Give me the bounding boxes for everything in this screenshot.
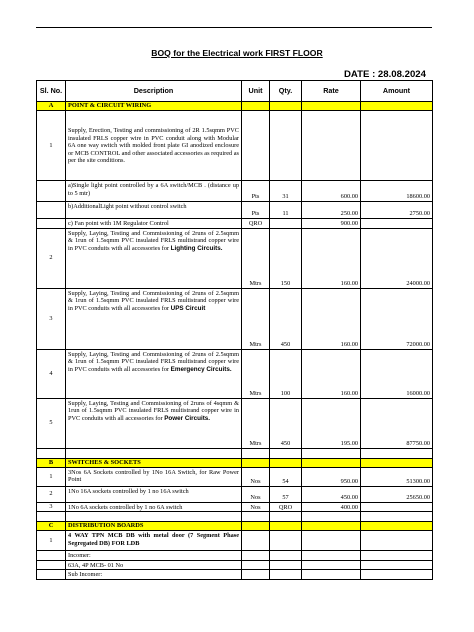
item-description xyxy=(66,228,242,288)
item-unit: QRO xyxy=(242,219,270,229)
boq-table xyxy=(36,80,433,580)
sl-no: 2 xyxy=(37,486,66,502)
header-row xyxy=(37,81,433,102)
item-description: 1No 6A sockets controlled by 1 no 6A switch xyxy=(66,502,242,512)
item-rate: 250.00 xyxy=(302,202,361,219)
item-qty: 150 xyxy=(270,228,302,288)
item-qty: 450 xyxy=(270,398,302,448)
item-rate: 600.00 xyxy=(302,181,361,202)
item-description: Incomer: xyxy=(66,551,242,561)
item-qty: 11 xyxy=(270,202,302,219)
section-title: POINT & CIRCUIT WIRING xyxy=(66,102,242,111)
item-amount xyxy=(361,502,433,512)
table-row xyxy=(37,570,433,580)
item-amount: 16000.00 xyxy=(361,349,433,398)
item-rate: 400.00 xyxy=(302,502,361,512)
item-rate: 160.00 xyxy=(302,288,361,349)
item-rate: 950.00 xyxy=(302,467,361,486)
item-description xyxy=(66,349,242,398)
item-unit: Nos xyxy=(242,467,270,486)
item-amount: 72000.00 xyxy=(361,288,433,349)
col-header-qty: Qty. xyxy=(270,81,302,102)
table-row xyxy=(37,228,433,288)
item-unit: Pts xyxy=(242,202,270,219)
item-amount: 25650.00 xyxy=(361,486,433,502)
item-description: b)AdditionalLight point without control switch xyxy=(66,202,242,219)
item-amount: 2750.00 xyxy=(361,202,433,219)
item-amount: 87750.00 xyxy=(361,398,433,448)
table-row xyxy=(37,551,433,561)
table-row xyxy=(37,219,433,229)
table-row xyxy=(37,181,433,202)
item-qty: 54 xyxy=(270,467,302,486)
item-description: Supply, Erection, Testing and commissioning of 2R 1.5sqmm PVC insulated FRLS copper wire in PVC conduit along with Modular 6A one way switch with molded front plate GI anodized enclosure or MCB CONTROL and other associated accessories as required as per the site conditions. xyxy=(66,111,242,181)
item-unit: Nos xyxy=(242,486,270,502)
item-description xyxy=(66,288,242,349)
document-date: DATE : 28.08.2024 xyxy=(344,69,426,80)
item-qty: 450 xyxy=(270,288,302,349)
section-title: SWITCHES & SOCKETS xyxy=(66,458,242,467)
circuit-type: Lighting Circuits. xyxy=(170,244,223,252)
item-rate: 160.00 xyxy=(302,228,361,288)
col-header-amount: Amount xyxy=(361,81,433,102)
item-description: 4 WAY TPN MCB DB with metal door (7 Segment Phase Segregated DB) FOR LDB xyxy=(66,531,242,551)
sl-no: 1 xyxy=(37,467,66,486)
item-description: 63A, 4P MCB- 01 No xyxy=(66,560,242,570)
item-rate: 195.00 xyxy=(302,398,361,448)
item-qty: QRO xyxy=(270,502,302,512)
section-row-c xyxy=(37,522,433,531)
item-qty: 100 xyxy=(270,349,302,398)
item-qty xyxy=(270,219,302,229)
table-row xyxy=(37,202,433,219)
col-header-slno: Sl. No. xyxy=(37,81,66,102)
item-rate: 160.00 xyxy=(302,349,361,398)
item-rate: 900.00 xyxy=(302,219,361,229)
sl-no: 2 xyxy=(37,228,66,288)
table-row xyxy=(37,560,433,570)
col-header-rate: Rate xyxy=(302,81,361,102)
item-amount: 24000.00 xyxy=(361,228,433,288)
item-amount: 18600.00 xyxy=(361,181,433,202)
item-description-text: Supply, Laying, Testing and Commissioning of 2runs of 2.5sqmm & 1run of 1.5sqmm PVC insulated FRLS multistrand copper wire in PVC conduits with all accessories for xyxy=(68,289,239,312)
table-row xyxy=(37,111,433,181)
item-description: c) Fan point with 1M Regulator Control xyxy=(66,219,242,229)
top-rule xyxy=(36,27,432,28)
item-description: Sub Incomer: xyxy=(66,570,242,580)
item-unit: Pts xyxy=(242,181,270,202)
document-title: BOQ for the Electrical work FIRST FLOOR xyxy=(151,48,323,58)
section-title: DISTRIBUTION BOARDS xyxy=(66,522,242,531)
spacer-row xyxy=(37,448,433,458)
sl-no: 3 xyxy=(37,502,66,512)
spacer-row xyxy=(37,512,433,522)
item-unit: Mtrs xyxy=(242,398,270,448)
section-code: B xyxy=(37,458,66,467)
sl-no: 1 xyxy=(37,111,66,181)
circuit-type: Emergency Circuits. xyxy=(170,365,232,373)
item-description: 1No 16A sockets controlled by 1 no 16A switch xyxy=(66,486,242,502)
section-code: C xyxy=(37,522,66,531)
table-row xyxy=(37,502,433,512)
item-rate: 450.00 xyxy=(302,486,361,502)
circuit-type: Power Circuits. xyxy=(164,414,211,422)
section-code: A xyxy=(37,102,66,111)
table-row xyxy=(37,467,433,486)
item-description: 3Nos 6A Sockets controlled by 1No 16A Switch, for Raw Power Point xyxy=(66,467,242,486)
section-row-b xyxy=(37,458,433,467)
item-amount xyxy=(361,219,433,229)
item-description-text: Supply, Laying, Testing and Commissioning of 2runs of 4sqmm & 1run of 1.5sqmm PVC insulated FRLS multistrand copper wire in PVC conduits with all accessories for xyxy=(68,399,239,422)
section-row-a xyxy=(37,102,433,111)
item-description: a)Single light point controlled by a 6A switch/MCB . (distance up to 5 mtr) xyxy=(66,181,242,202)
circuit-type: UPS Circuit xyxy=(170,304,206,312)
table-row xyxy=(37,349,433,398)
item-unit: Mtrs xyxy=(242,349,270,398)
sl-no: 1 xyxy=(37,531,66,551)
item-qty: 57 xyxy=(270,486,302,502)
sl-no: 5 xyxy=(37,398,66,448)
item-unit: Mtrs xyxy=(242,228,270,288)
table-row xyxy=(37,288,433,349)
col-header-unit: Unit xyxy=(242,81,270,102)
item-description-text: Supply, Laying, Testing and Commissioning of 2runs of 2.5sqmm & 1run of 1.5sqmm PVC insulated FRLS multistrand copper wire in PVC conduits with all accessories for xyxy=(68,229,239,252)
item-qty: 31 xyxy=(270,181,302,202)
item-unit: Mtrs xyxy=(242,288,270,349)
table-row xyxy=(37,398,433,448)
col-header-description: Description xyxy=(66,81,242,102)
item-amount: 51300.00 xyxy=(361,467,433,486)
item-unit: Nos xyxy=(242,502,270,512)
item-description-text: Supply, Laying, Testing and Commissioning of 2runs of 2.5sqmm & 1run of 1.5sqmm PVC insulated FRLS multistrand copper wire in PVC conduits with all accessories for xyxy=(68,350,239,373)
table-row xyxy=(37,486,433,502)
item-description xyxy=(66,398,242,448)
sl-no: 3 xyxy=(37,288,66,349)
table-row xyxy=(37,531,433,551)
sl-no: 4 xyxy=(37,349,66,398)
